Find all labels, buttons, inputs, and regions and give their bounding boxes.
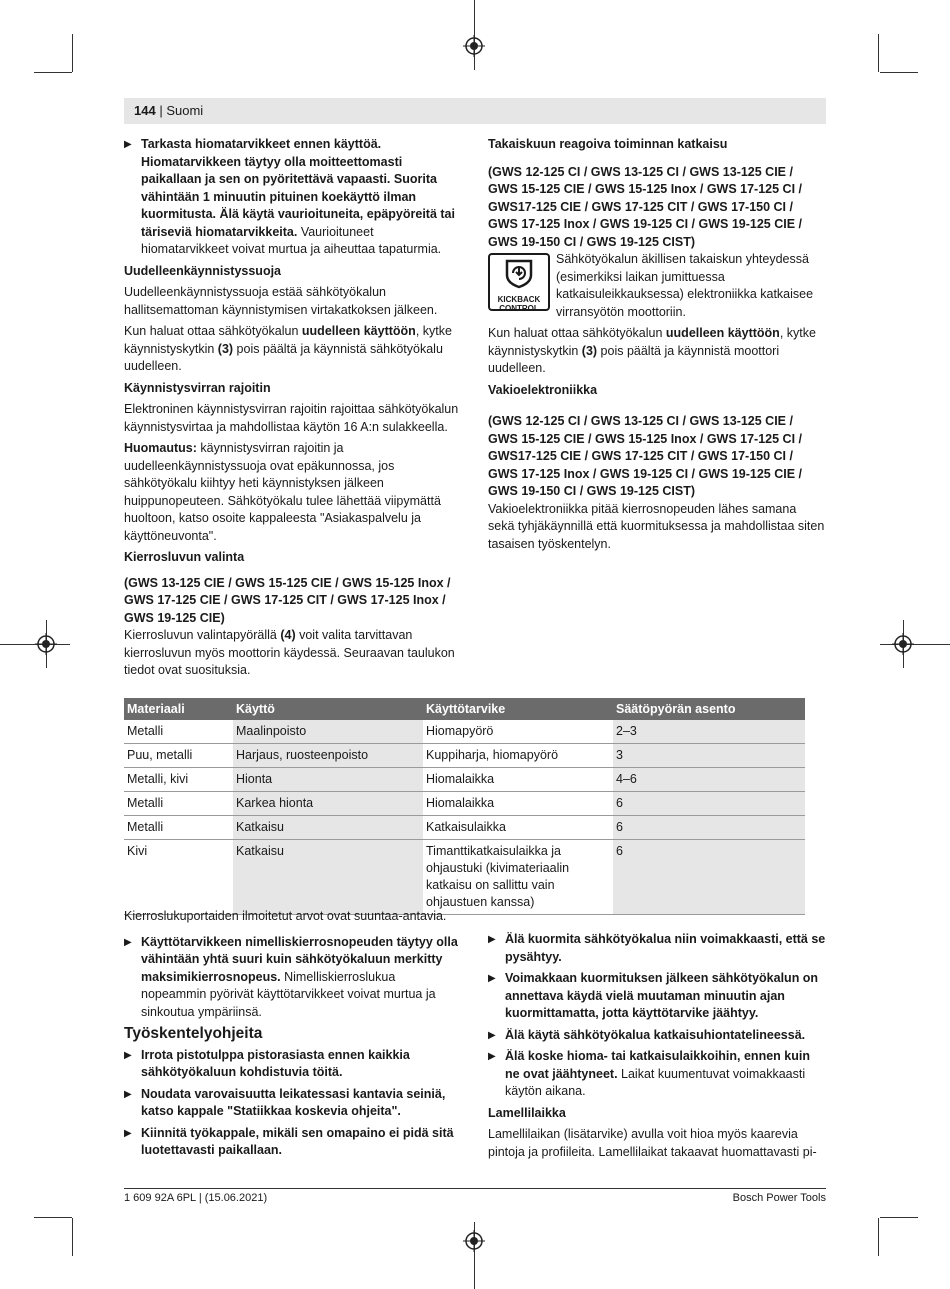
table-row: Puu, metalli Harjaus, ruosteenpoisto Kuppiharja, hiomapyörö 3 [124,744,805,768]
kickback-heading: Takaiskuun reagoiva toiminnan katkaisu [488,137,728,151]
page-number: 144 [134,103,156,118]
footer-brand: Bosch Power Tools [732,1192,826,1204]
bottom-left-column [124,908,464,1164]
const-models: (GWS 12-125 CI / GWS 13-125 CI / GWS 13-125 CIE / GWS 15-125 CIE / GWS 15-125 Inox / GWS 17-125 CI / GWS17-125 CIE / GWS 17-125 CIT / GWS 17-150 CI / GWS 17-125 Inox / GWS 19-125 CI / GWS 19-125 CIE / GWS 19-150 CI / GWS 19-125 CIST) [488,414,802,498]
restart-paragraph: Uudelleenkäynnistyssuoja estää sähkötyökalun hallitsemattoman käynnistymisen virtakatkoksen jälkeen. [124,285,438,317]
inrush-paragraph: Elektroninen käynnistysvirran rajoitin rajoittaa sähkötyökalun käynnistysvirtaa ja mahdollistaa käytön 16 A:n sulakkeella. [124,402,459,434]
table-row: Kivi Katkaisu Timanttikatkaisulaikka ja ohjaustuki (kivimateriaalin katkaisu on sallittu vain ohjaustuen kanssa) 6 [124,840,805,915]
work-bullet: ▶ Irrota pistotulppa pistorasiasta ennen kaikkia sähkötyökaluun kohdistuvia töitä. [124,1047,464,1082]
kickback-section [488,251,826,321]
const-heading: Vakioelektroniikka [488,382,598,397]
section-name: Suomi [166,103,204,118]
kickback-paragraph: Sähkötyökalun äkillisen takaiskun yhteydessä (esimerkiksi laikan jumittuessa katkaisuleikkauksessa) elektroniikka katkaisee virransyötön moottoriin. [556,252,814,319]
registration-mark-icon [463,1230,485,1252]
crop-mark [880,72,918,73]
kickback-models: (GWS 12-125 CI / GWS 13-125 CI / GWS 13-125 CIE / GWS 15-125 CIE / GWS 15-125 Inox / GWS 17-125 CI / GWS17-125 CIE / GWS 17-125 CIT / GWS 17-150 CI / GWS 17-125 Inox / GWS 19-125 CI / GWS 19-125 CIE / GWS 19-150 CI / GWS 19-125 CIST) [488,164,802,249]
restart-heading: Uudelleenkäynnistyssuoja [124,263,282,278]
warning-bullet: ▶ Käyttötarvikkeen nimelliskierrosnopeuden täytyy olla vähintään yhtä suuri kuin sähkötyökaluun merkitty maksimikierrosnopeus. Nimelliskierroslukua nopeammin pyörivät käyttötarvikkeet voivat murtua ja sinkoutua ympäriinsä. [124,934,464,1022]
work-bullet: ▶ Älä koske hioma- tai katkaisulaikkoihin, ennen kuin ne ovat jäähtyneet. Laikat kuumentuvat voimakkaasti käytön aikana. [488,1048,826,1101]
crop-mark [880,1217,918,1218]
page-label: 144 | Suomi [134,103,204,118]
inrush-note: Huomautus: käynnistysvirran rajoitin ja uudelleenkäynnistyssuoja ovat epäkunnossa, jos sähkötyökalu kiihtyy heti käynnistyksen jälkeen huippunopeuteen. Sähkötyökalu tulee lähettää viipymättä huoltoon, katso osoite kappaleesta "Asiakaspalvelu ja käyttöneuvonta". [124,441,441,543]
table-header-row: Materiaali Käyttö Käyttötarvike Säätöpyörän asento [124,698,805,720]
registration-mark-icon [35,633,57,655]
footer-divider [124,1188,826,1189]
registration-mark-icon [892,633,914,655]
crop-mark [880,644,950,645]
work-bullet: ▶ Noudata varovaisuutta leikatessasi kantavia seiniä, katso kappale "Statiikkaa koskevia ohjeita". [124,1086,464,1121]
speed-heading: Kierrosluvun valinta [124,550,245,564]
crop-mark [878,1218,879,1256]
lamella-heading: Lamellilaikka [488,1105,566,1120]
lamella-paragraph: Lamellilaikan (lisätarvike) avulla voit hioa myös kaarevia pintoja ja profiileita. Lamellilaikat takaavat huomattavasti pi- [488,1127,817,1159]
right-column [488,136,826,557]
speed-paragraph: Kierrosluvun valintapyörällä (4) voit valita tarvittavan kierrosluvun myös moottorin käydessä. Seuraavan taulukon tiedot ovat suosituksia. [124,628,455,677]
left-column [124,136,464,684]
page-header [124,98,826,124]
speed-table [124,698,805,915]
table-row: Metalli Maalinpoisto Hiomapyörö 2–3 [124,720,805,744]
crop-mark [72,1218,73,1256]
crop-mark [878,34,879,72]
work-bullet: ▶ Kiinnitä työkappale, mikäli sen omapaino ei pidä sitä luotettavasti paikallaan. [124,1125,464,1160]
table-row: Metalli, kivi Hionta Hiomalaikka 4–6 [124,768,805,792]
registration-mark-icon [463,35,485,57]
bottom-right-column [488,931,826,1165]
crop-mark [72,34,73,72]
crop-mark [34,1217,72,1218]
inrush-heading: Käynnistysvirran rajoitin [124,380,271,395]
warning-bullet: ▶ Tarkasta hiomatarvikkeet ennen käyttöä. Hiomatarvikkeen täytyy olla moitteettomasti paikallaan ja sen on pyöritettävä vapaasti. Suorita vähintään 1 minuutin pituinen koekäyttö ilman kuormitusta. Älä käytä vaurioituneita, epäpyöreitä tai täriseviä hiomatarvikkeita. Vaurioituneet hiomatarvikkeet voivat murtua ja aiheuttaa tapaturmia. [124,136,464,259]
crop-mark [34,72,72,73]
footer-doc-id: 1 609 92A 6PL | (15.06.2021) [124,1192,268,1204]
const-paragraph: Vakioelektroniikka pitää kierrosnopeuden lähes samana sekä tyhjäkäynnillä että kuormituksessa ja mahdollistaa siten tasaisen työskentelyn. [488,501,825,551]
speed-note: Kierroslukuportaiden ilmoitetut arvot ovat suuntaa-antavia. [124,909,447,923]
work-bullet: ▶ Älä käytä sähkötyökalua katkaisuhiontatelineessä. [488,1027,826,1045]
speed-models: (GWS 13-125 CIE / GWS 15-125 CIE / GWS 15-125 Inox / GWS 17-125 CIE / GWS 17-125 CIT / GWS 17-125 Inox / GWS 19-125 CIE) [124,575,451,625]
restart-instruction: Kun haluat ottaa sähkötyökalun uudelleen käyttöön, kytke käynnistyskytkin (3) pois päältä ja käynnistä sähkötyökalu uudelleen. [124,324,452,373]
table-row: Metalli Katkaisu Katkaisulaikka 6 [124,816,805,840]
work-bullet: ▶ Voimakkaan kuormituksen jälkeen sähkötyökalun on annettava käydä vielä muutaman minuutin ajan kuormittamatta, jotta käyttötarvike jäähtyy. [488,970,826,1023]
kickback-control-icon: KICKBACK CONTROL [488,253,550,311]
work-heading: Työskentelyohjeita [124,1025,263,1042]
table-row: Metalli Karkea hionta Hiomalaikka 6 [124,792,805,816]
work-bullet: ▶ Älä kuormita sähkötyökalua niin voimakkaasti, että se pysähtyy. [488,931,826,966]
kickback-instruction: Kun haluat ottaa sähkötyökalun uudelleen käyttöön, kytke käynnistyskytkin (3) pois päältä ja käynnistä moottori uudelleen. [488,326,816,375]
